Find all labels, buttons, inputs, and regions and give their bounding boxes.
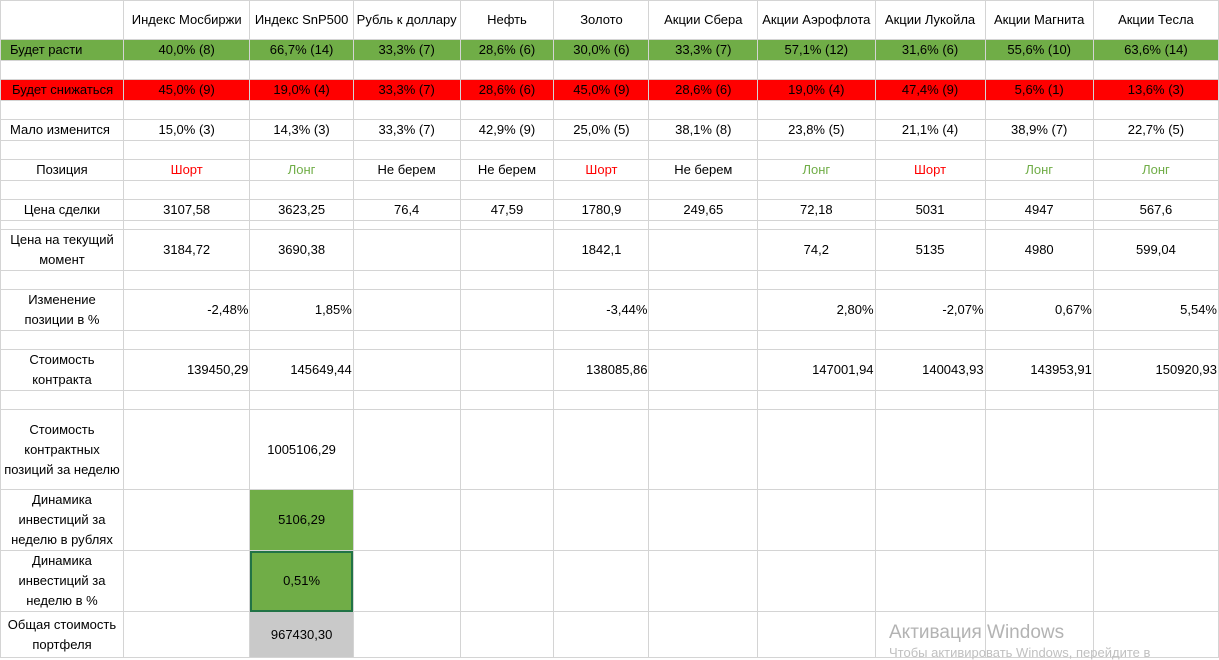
value-cell[interactable]: 14,3% (3) xyxy=(250,120,353,141)
header-cell[interactable]: Акции Тесла xyxy=(1093,1,1218,40)
value-cell[interactable]: 28,6% (6) xyxy=(460,80,554,101)
empty-cell[interactable] xyxy=(649,551,758,612)
empty-cell[interactable] xyxy=(554,331,649,350)
empty-cell[interactable] xyxy=(1093,61,1218,80)
empty-cell[interactable] xyxy=(649,331,758,350)
value-cell[interactable] xyxy=(649,230,758,271)
value-cell[interactable]: 33,3% (7) xyxy=(353,120,460,141)
value-cell[interactable]: 3107,58 xyxy=(123,200,249,221)
value-cell[interactable]: 140043,93 xyxy=(875,350,985,391)
value-cell[interactable]: 21,1% (4) xyxy=(875,120,985,141)
empty-cell[interactable] xyxy=(123,101,249,120)
empty-cell[interactable] xyxy=(1093,551,1218,612)
value-cell[interactable]: Не берем xyxy=(649,160,758,181)
empty-cell[interactable] xyxy=(758,141,875,160)
empty-cell[interactable] xyxy=(758,271,875,290)
empty-cell[interactable] xyxy=(758,551,875,612)
value-cell[interactable]: 47,59 xyxy=(460,200,554,221)
row-position xyxy=(1,160,1219,181)
spacer-row xyxy=(1,141,1219,160)
empty-cell[interactable] xyxy=(460,391,554,410)
row-dyn_pct xyxy=(1,551,1219,612)
value-cell[interactable]: 72,18 xyxy=(758,200,875,221)
value-cell[interactable]: 4980 xyxy=(985,230,1093,271)
empty-cell[interactable] xyxy=(353,551,460,612)
empty-cell[interactable] xyxy=(875,221,985,230)
value-cell[interactable]: 5,54% xyxy=(1093,290,1218,331)
empty-cell[interactable] xyxy=(985,391,1093,410)
value-cell[interactable]: 22,7% (5) xyxy=(1093,120,1218,141)
empty-cell[interactable] xyxy=(123,490,249,551)
empty-cell[interactable] xyxy=(353,101,460,120)
value-cell[interactable]: 567,6 xyxy=(1093,200,1218,221)
empty-cell[interactable] xyxy=(649,410,758,490)
value-cell[interactable]: 42,9% (9) xyxy=(460,120,554,141)
empty-cell[interactable] xyxy=(353,221,460,230)
empty-cell[interactable] xyxy=(123,612,249,658)
value-cell[interactable]: 143953,91 xyxy=(985,350,1093,391)
value-cell[interactable]: 28,6% (6) xyxy=(460,40,554,61)
empty-cell[interactable] xyxy=(123,181,249,200)
spacer-row xyxy=(1,221,1219,230)
value-cell[interactable]: 3690,38 xyxy=(250,230,353,271)
empty-cell[interactable] xyxy=(1093,101,1218,120)
empty-cell[interactable] xyxy=(250,141,353,160)
row-label[interactable]: Мало изменится xyxy=(1,120,124,141)
row-label[interactable]: Цена сделки xyxy=(1,200,124,221)
spacer-row xyxy=(1,101,1219,120)
empty-cell[interactable] xyxy=(123,410,249,490)
row-dyn_rub xyxy=(1,490,1219,551)
empty-cell[interactable] xyxy=(985,181,1093,200)
value-cell[interactable]: 1,85% xyxy=(250,290,353,331)
empty-cell[interactable] xyxy=(649,612,758,658)
value-cell[interactable] xyxy=(649,350,758,391)
value-cell[interactable]: Шорт xyxy=(554,160,649,181)
value-cell[interactable]: Лонг xyxy=(758,160,875,181)
empty-cell[interactable] xyxy=(875,410,985,490)
value-cell[interactable]: 38,1% (8) xyxy=(649,120,758,141)
value-cell[interactable]: 40,0% (8) xyxy=(123,40,249,61)
empty-cell[interactable] xyxy=(985,490,1093,551)
value-cell[interactable]: 145649,44 xyxy=(250,350,353,391)
row-label[interactable]: Общая стоимость портфеля xyxy=(1,612,124,658)
value-cell[interactable]: 1780,9 xyxy=(554,200,649,221)
value-cell[interactable]: 33,3% (7) xyxy=(353,40,460,61)
value-cell[interactable] xyxy=(460,230,554,271)
empty-cell[interactable] xyxy=(875,551,985,612)
row-current_price xyxy=(1,230,1219,271)
empty-cell[interactable] xyxy=(353,141,460,160)
empty-cell[interactable] xyxy=(353,612,460,658)
summary-value-cell[interactable]: 967430,30 xyxy=(250,612,353,658)
empty-cell[interactable] xyxy=(1093,181,1218,200)
value-cell[interactable]: 74,2 xyxy=(758,230,875,271)
empty-cell[interactable] xyxy=(123,391,249,410)
empty-cell[interactable] xyxy=(875,331,985,350)
spacer-row xyxy=(1,61,1219,80)
header-cell[interactable]: Золото xyxy=(554,1,649,40)
value-cell[interactable]: 47,4% (9) xyxy=(875,80,985,101)
empty-cell[interactable] xyxy=(985,410,1093,490)
empty-cell[interactable] xyxy=(985,101,1093,120)
empty-cell[interactable] xyxy=(250,61,353,80)
empty-cell[interactable] xyxy=(1093,331,1218,350)
value-cell[interactable] xyxy=(460,290,554,331)
empty-cell[interactable] xyxy=(353,61,460,80)
row-change xyxy=(1,290,1219,331)
empty-cell[interactable] xyxy=(649,490,758,551)
summary-value-cell[interactable]: 0,51% xyxy=(250,551,353,612)
value-cell[interactable]: 63,6% (14) xyxy=(1093,40,1218,61)
empty-cell[interactable] xyxy=(554,410,649,490)
empty-cell[interactable] xyxy=(250,221,353,230)
value-cell[interactable]: Не берем xyxy=(353,160,460,181)
empty-cell[interactable] xyxy=(875,101,985,120)
empty-cell[interactable] xyxy=(875,181,985,200)
value-cell[interactable]: 138085,86 xyxy=(554,350,649,391)
row-rise xyxy=(1,40,1219,61)
empty-cell[interactable] xyxy=(554,391,649,410)
value-cell[interactable]: Шорт xyxy=(875,160,985,181)
value-cell[interactable]: 30,0% (6) xyxy=(554,40,649,61)
empty-cell[interactable] xyxy=(649,271,758,290)
empty-cell[interactable] xyxy=(353,391,460,410)
value-cell[interactable]: 66,7% (14) xyxy=(250,40,353,61)
empty-cell[interactable] xyxy=(758,612,875,658)
value-cell[interactable]: -2,48% xyxy=(123,290,249,331)
empty-cell[interactable] xyxy=(250,271,353,290)
value-cell[interactable]: 249,65 xyxy=(649,200,758,221)
summary-value-cell[interactable]: 1005106,29 xyxy=(250,410,353,490)
empty-cell[interactable] xyxy=(758,331,875,350)
empty-cell[interactable] xyxy=(758,181,875,200)
empty-cell[interactable] xyxy=(460,141,554,160)
empty-cell[interactable] xyxy=(460,490,554,551)
value-cell[interactable]: Лонг xyxy=(1093,160,1218,181)
windows-activation-watermark: Активация Windows xyxy=(889,622,1065,643)
empty-cell[interactable] xyxy=(123,61,249,80)
empty-cell[interactable] xyxy=(1093,391,1218,410)
empty-cell[interactable] xyxy=(758,61,875,80)
empty-cell[interactable] xyxy=(649,391,758,410)
value-cell[interactable]: 45,0% (9) xyxy=(554,80,649,101)
empty-cell[interactable] xyxy=(123,271,249,290)
empty-cell[interactable] xyxy=(123,331,249,350)
value-cell[interactable]: 5031 xyxy=(875,200,985,221)
empty-cell[interactable] xyxy=(353,410,460,490)
empty-cell[interactable] xyxy=(460,331,554,350)
empty-cell[interactable] xyxy=(250,331,353,350)
value-cell[interactable]: 599,04 xyxy=(1093,230,1218,271)
value-cell[interactable]: -3,44% xyxy=(554,290,649,331)
row-total_contracts xyxy=(1,410,1219,490)
value-cell[interactable]: 15,0% (3) xyxy=(123,120,249,141)
value-cell[interactable]: 5,6% (1) xyxy=(985,80,1093,101)
empty-cell[interactable] xyxy=(649,61,758,80)
value-cell[interactable]: 28,6% (6) xyxy=(649,80,758,101)
spacer-row xyxy=(1,391,1219,410)
empty-cell[interactable] xyxy=(1,101,124,120)
empty-cell[interactable] xyxy=(554,221,649,230)
empty-cell[interactable] xyxy=(985,61,1093,80)
empty-cell[interactable] xyxy=(649,101,758,120)
empty-cell[interactable] xyxy=(554,181,649,200)
value-cell[interactable]: 147001,94 xyxy=(758,350,875,391)
empty-cell[interactable] xyxy=(1,181,124,200)
value-cell[interactable]: 2,80% xyxy=(758,290,875,331)
value-cell[interactable]: -2,07% xyxy=(875,290,985,331)
header-cell[interactable]: Нефть xyxy=(460,1,554,40)
value-cell[interactable]: 4947 xyxy=(985,200,1093,221)
value-cell[interactable]: Лонг xyxy=(985,160,1093,181)
spacer-row xyxy=(1,271,1219,290)
value-cell[interactable]: 57,1% (12) xyxy=(758,40,875,61)
row-label[interactable]: Будет снижаться xyxy=(1,80,124,101)
empty-cell[interactable] xyxy=(250,101,353,120)
header-row xyxy=(1,1,1219,40)
empty-cell[interactable] xyxy=(875,141,985,160)
empty-cell[interactable] xyxy=(1093,490,1218,551)
empty-cell[interactable] xyxy=(353,490,460,551)
empty-cell[interactable] xyxy=(460,410,554,490)
value-cell[interactable]: 55,6% (10) xyxy=(985,40,1093,61)
summary-value-cell[interactable]: 5106,29 xyxy=(250,490,353,551)
value-cell[interactable]: 45,0% (9) xyxy=(123,80,249,101)
empty-cell[interactable] xyxy=(1,391,124,410)
value-cell[interactable]: 150920,93 xyxy=(1093,350,1218,391)
value-cell[interactable] xyxy=(649,290,758,331)
empty-cell[interactable] xyxy=(460,612,554,658)
empty-cell[interactable] xyxy=(1093,410,1218,490)
empty-cell[interactable] xyxy=(554,141,649,160)
value-cell[interactable]: 139450,29 xyxy=(123,350,249,391)
empty-cell[interactable] xyxy=(985,551,1093,612)
value-cell[interactable]: 33,3% (7) xyxy=(649,40,758,61)
header-corner-cell[interactable] xyxy=(1,1,124,40)
grid-body xyxy=(1,1,1219,658)
empty-cell[interactable] xyxy=(460,551,554,612)
empty-cell[interactable] xyxy=(875,490,985,551)
spacer-row xyxy=(1,181,1219,200)
empty-cell[interactable] xyxy=(554,101,649,120)
empty-cell[interactable] xyxy=(758,101,875,120)
header-cell[interactable]: Акции Аэрофлота xyxy=(758,1,875,40)
value-cell[interactable]: Не берем xyxy=(460,160,554,181)
value-cell[interactable]: 19,0% (4) xyxy=(250,80,353,101)
row-label[interactable]: Будет расти xyxy=(1,40,124,61)
value-cell[interactable] xyxy=(353,350,460,391)
value-cell[interactable]: Шорт xyxy=(123,160,249,181)
spacer-row xyxy=(1,331,1219,350)
empty-cell[interactable] xyxy=(460,61,554,80)
value-cell[interactable]: 3623,25 xyxy=(250,200,353,221)
empty-cell[interactable] xyxy=(554,61,649,80)
row-contract xyxy=(1,350,1219,391)
empty-cell[interactable] xyxy=(554,612,649,658)
empty-cell[interactable] xyxy=(1,271,124,290)
empty-cell[interactable] xyxy=(353,331,460,350)
empty-cell[interactable] xyxy=(649,181,758,200)
row-label[interactable]: Стоимость контракта xyxy=(1,350,124,391)
value-cell[interactable]: 19,0% (4) xyxy=(758,80,875,101)
empty-cell[interactable] xyxy=(758,490,875,551)
empty-cell[interactable] xyxy=(250,391,353,410)
value-cell[interactable]: 25,0% (5) xyxy=(554,120,649,141)
empty-cell[interactable] xyxy=(554,551,649,612)
value-cell[interactable]: 3184,72 xyxy=(123,230,249,271)
value-cell[interactable]: 33,3% (7) xyxy=(353,80,460,101)
empty-cell[interactable] xyxy=(758,221,875,230)
empty-cell[interactable] xyxy=(123,221,249,230)
value-cell[interactable]: 5135 xyxy=(875,230,985,271)
row-label[interactable]: Изменение позиции в % xyxy=(1,290,124,331)
empty-cell[interactable] xyxy=(1,61,124,80)
empty-cell[interactable] xyxy=(353,181,460,200)
empty-cell[interactable] xyxy=(875,391,985,410)
header-cell[interactable]: Акции Магнита xyxy=(985,1,1093,40)
empty-cell[interactable] xyxy=(353,271,460,290)
empty-cell[interactable] xyxy=(460,271,554,290)
row-deal_price xyxy=(1,200,1219,221)
empty-cell[interactable] xyxy=(250,181,353,200)
empty-cell[interactable] xyxy=(649,141,758,160)
empty-cell[interactable] xyxy=(1,141,124,160)
row-flat xyxy=(1,120,1219,141)
header-cell[interactable]: Акции Лукойла xyxy=(875,1,985,40)
header-cell[interactable]: Акции Сбера xyxy=(649,1,758,40)
empty-cell[interactable] xyxy=(1093,271,1218,290)
empty-cell[interactable] xyxy=(460,101,554,120)
value-cell[interactable]: 23,8% (5) xyxy=(758,120,875,141)
empty-cell[interactable] xyxy=(554,490,649,551)
value-cell[interactable]: 31,6% (6) xyxy=(875,40,985,61)
value-cell[interactable] xyxy=(460,350,554,391)
empty-cell[interactable] xyxy=(985,221,1093,230)
empty-cell[interactable] xyxy=(875,61,985,80)
value-cell[interactable]: 13,6% (3) xyxy=(1093,80,1218,101)
empty-cell[interactable] xyxy=(1093,221,1218,230)
row-label[interactable]: Позиция xyxy=(1,160,124,181)
empty-cell[interactable] xyxy=(123,551,249,612)
value-cell[interactable]: 76,4 xyxy=(353,200,460,221)
header-cell[interactable]: Индекс SnP500 xyxy=(250,1,353,40)
value-cell[interactable]: 38,9% (7) xyxy=(985,120,1093,141)
empty-cell[interactable] xyxy=(985,271,1093,290)
empty-cell[interactable] xyxy=(1,331,124,350)
empty-cell[interactable] xyxy=(460,181,554,200)
header-cell[interactable]: Рубль к доллару xyxy=(353,1,460,40)
value-cell[interactable]: Лонг xyxy=(250,160,353,181)
value-cell[interactable]: 1842,1 xyxy=(554,230,649,271)
header-cell[interactable]: Индекс Мосбиржи xyxy=(123,1,249,40)
empty-cell[interactable] xyxy=(758,410,875,490)
empty-cell[interactable] xyxy=(649,221,758,230)
windows-activation-hint: Чтобы активировать Windows, перейдите в xyxy=(889,645,1151,660)
empty-cell[interactable] xyxy=(554,271,649,290)
row-label[interactable]: Стоимость контрактных позиций за неделю xyxy=(1,410,124,490)
row-label[interactable]: Динамика инвестиций за неделю в рублях xyxy=(1,490,124,551)
row-fall xyxy=(1,80,1219,101)
row-label[interactable]: Динамика инвестиций за неделю в % xyxy=(1,551,124,612)
row-label[interactable]: Цена на текущий момент xyxy=(1,230,124,271)
empty-cell[interactable] xyxy=(758,391,875,410)
empty-cell[interactable] xyxy=(460,221,554,230)
empty-cell[interactable] xyxy=(123,141,249,160)
empty-cell[interactable] xyxy=(1,221,124,230)
empty-cell[interactable] xyxy=(1093,141,1218,160)
empty-cell[interactable] xyxy=(985,141,1093,160)
value-cell[interactable]: 0,67% xyxy=(985,290,1093,331)
value-cell[interactable] xyxy=(353,230,460,271)
empty-cell[interactable] xyxy=(985,331,1093,350)
empty-cell[interactable] xyxy=(875,271,985,290)
value-cell[interactable] xyxy=(353,290,460,331)
